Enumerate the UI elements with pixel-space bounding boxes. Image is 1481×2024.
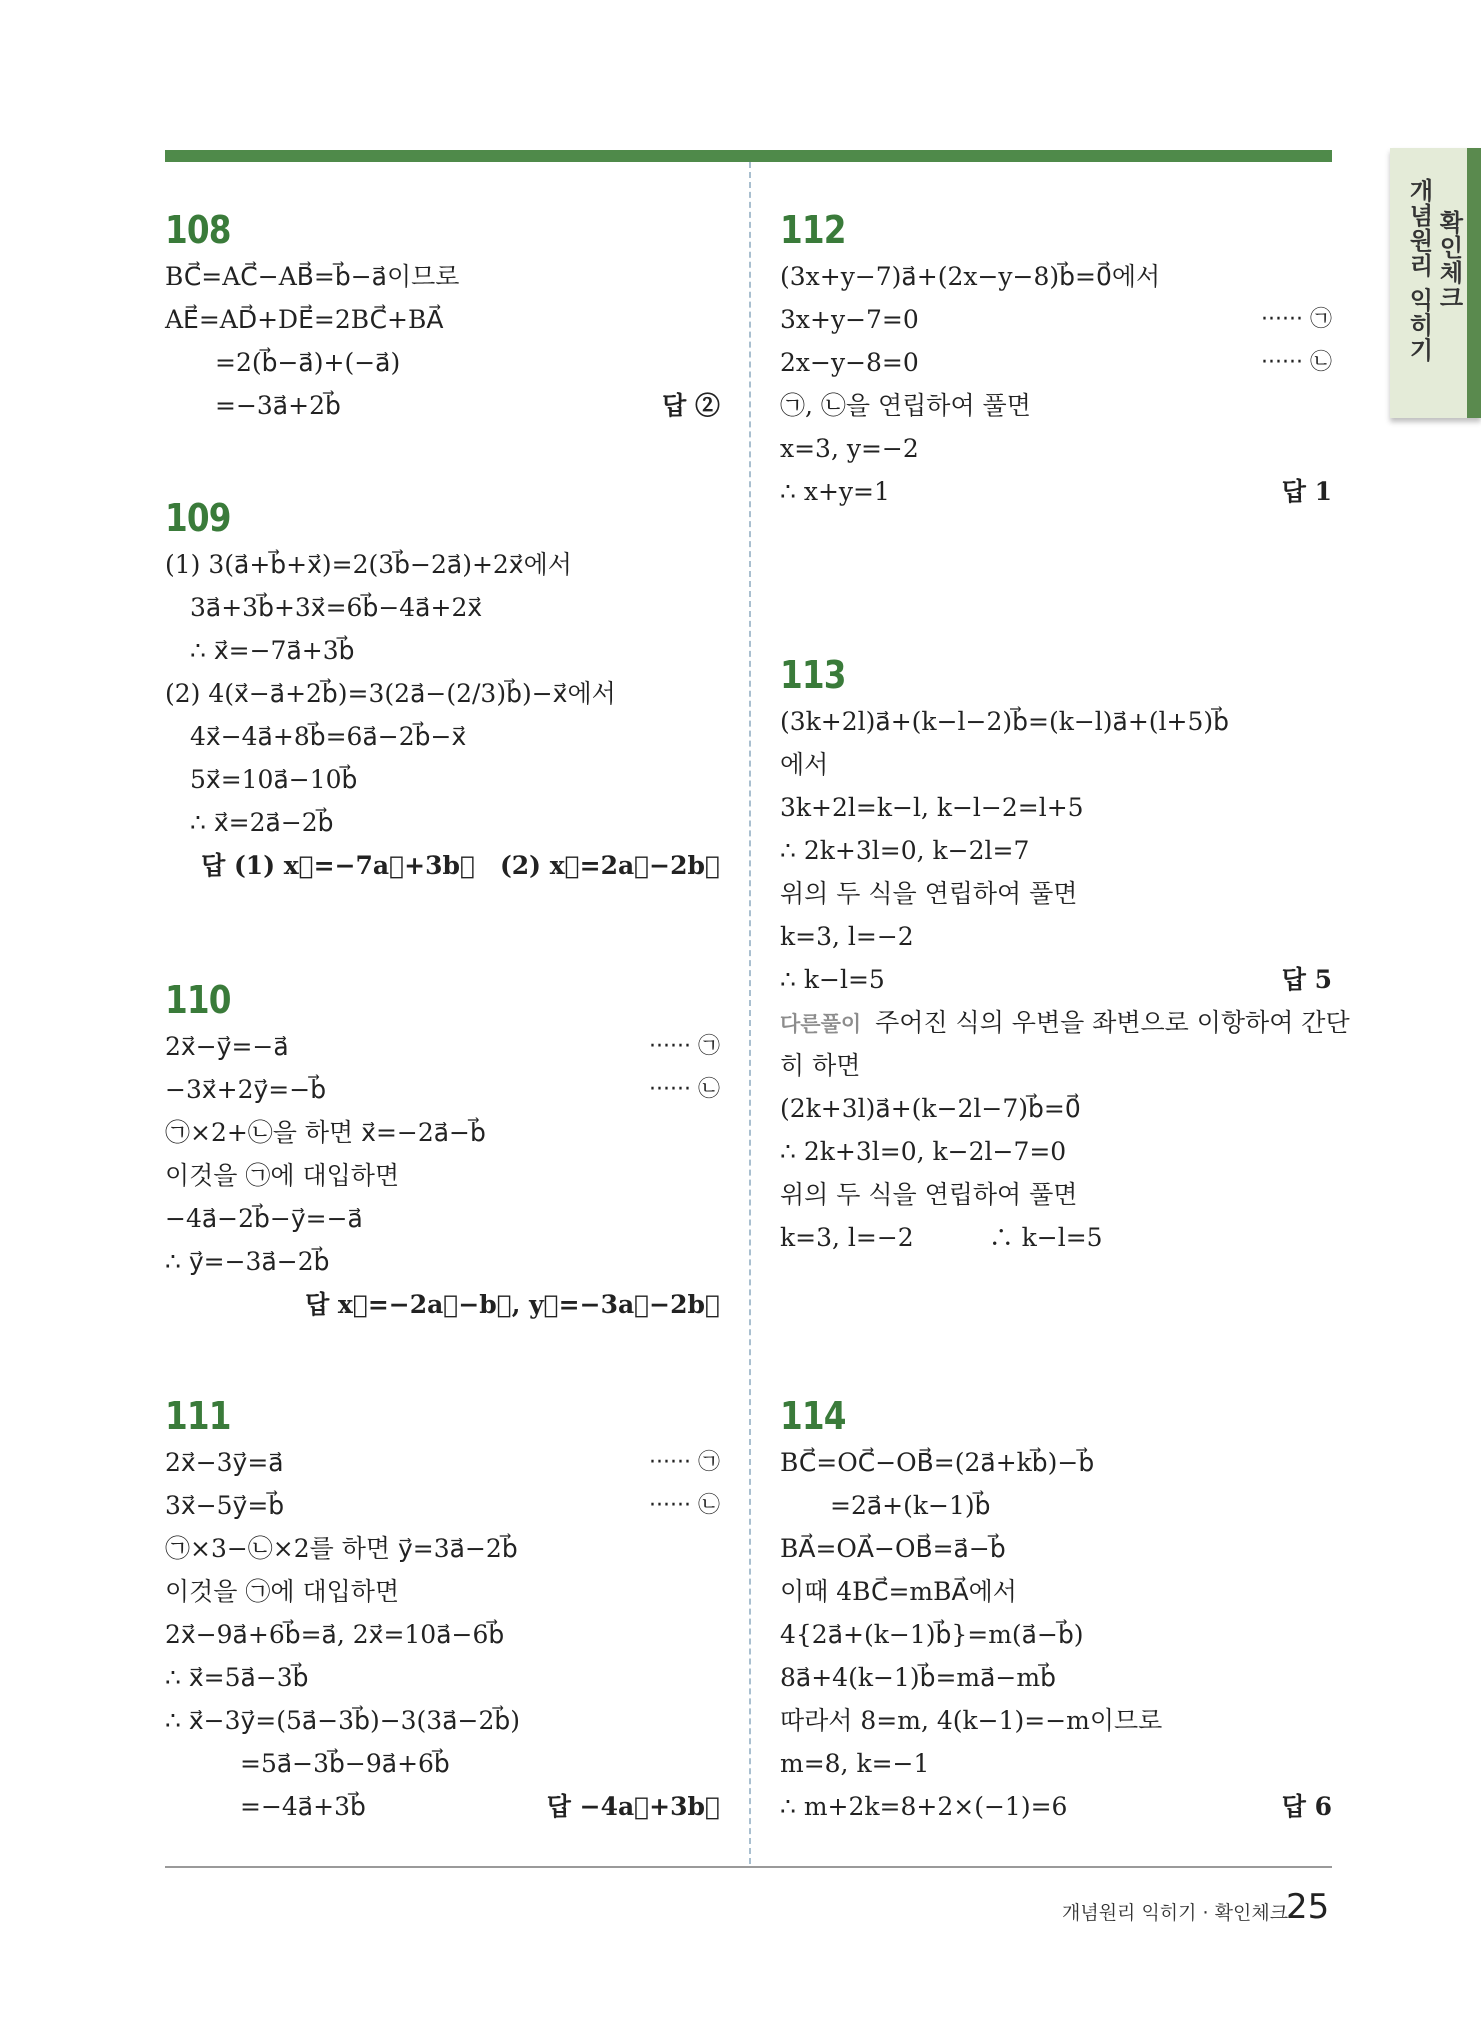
equation-marker: ······ ㉡	[649, 1077, 720, 1102]
solution-line: BC⃗=OC⃗−OB⃗=(2a⃗+kb⃗)−b⃗	[780, 1448, 1095, 1477]
answer: 답 −4a⃗+3b⃗	[546, 1792, 720, 1821]
solution-line: 따라서 8=m, 4(k−1)=−m이므로	[780, 1706, 1163, 1735]
solution-line: m=8, k=−1	[780, 1749, 930, 1778]
solution-line: ∴ x⃗−3y⃗=(5a⃗−3b⃗)−3(3a⃗−2b⃗)	[165, 1706, 521, 1735]
solution-line: 이것을 ㉠에 대입하면	[165, 1161, 400, 1190]
problem-108	[165, 205, 720, 427]
solution-line: ∴ y⃗=−3a⃗−2b⃗	[165, 1247, 330, 1276]
answer: 답 x⃗=−2a⃗−b⃗, y⃗=−3a⃗−2b⃗	[305, 1290, 720, 1319]
solution-line: ∴ x⃗=5a⃗−3b⃗	[165, 1663, 309, 1692]
solution-line: 4{2a⃗+(k−1)b⃗}=m(a⃗−b⃗)	[780, 1620, 1084, 1649]
solution-line: k=3, l=−2 ∴ k−l=5	[780, 1223, 1103, 1252]
equation-marker: ······ ㉠	[1261, 307, 1332, 332]
solution-line: 2x⃗−3y⃗=a⃗ ······ ㉠	[165, 1441, 720, 1484]
solution-line: ∴ x⃗=2a⃗−2b⃗	[165, 808, 334, 837]
problem-number: 110	[165, 978, 231, 1022]
solution-line: 이것을 ㉠에 대입하면	[165, 1577, 400, 1606]
solution-line: AE⃗=AD⃗+DE⃗=2BC⃗+BA⃗	[165, 305, 444, 334]
solution-line: ∴ m+2k=8+2×(−1)=6 답 6	[780, 1785, 1332, 1828]
equation-marker: ······ ㉠	[649, 1450, 720, 1475]
solution-line: 3a⃗+3b⃗+3x⃗=6b⃗−4a⃗+2x⃗	[165, 593, 483, 622]
problem-number: 108	[165, 208, 231, 252]
equation-marker: ······ ㉡	[1261, 350, 1332, 375]
page-number: 25	[1286, 1887, 1330, 1927]
solution-line: −3x⃗+2y⃗=−b⃗ ······ ㉡	[165, 1068, 720, 1111]
solution-line: (3k+2l)a⃗+(k−l−2)b⃗=(k−l)a⃗+(l+5)b⃗	[780, 707, 1230, 736]
solution-line: x=3, y=−2	[780, 434, 919, 463]
solution-line: ㉠×3−㉡×2를 하면 y⃗=3a⃗−2b⃗	[165, 1534, 518, 1563]
problem-number: 113	[780, 653, 846, 697]
solution-line: 2x⃗−y⃗=−a⃗ ······ ㉠	[165, 1025, 720, 1068]
solution-line: =−4a⃗+3b⃗ 답 −4a⃗+3b⃗	[165, 1785, 720, 1828]
solution-line: 3x+y−7=0 ······ ㉠	[780, 298, 1332, 341]
answer: 답 ②	[662, 391, 720, 420]
section-tab-title: 개념원리 익히기	[1405, 178, 1433, 363]
solution-line: BC⃗=AC⃗−AB⃗=b⃗−a⃗이므로	[165, 262, 460, 291]
equation-marker: ······ ㉠	[649, 1034, 720, 1059]
answer: 답 6	[1281, 1792, 1332, 1821]
footer-rule	[165, 1866, 1332, 1868]
solution-line: 위의 두 식을 연립하여 풀면	[780, 1180, 1078, 1209]
answer: 답 1	[1281, 477, 1332, 506]
problem-112	[780, 205, 1332, 513]
solution-line: ∴ x⃗=−7a⃗+3b⃗	[165, 636, 355, 665]
solution-line: ∴ k−l=5 답 5	[780, 958, 1332, 1001]
header-bar	[165, 150, 1332, 162]
solution-line: (2) 4(x⃗−a⃗+2b⃗)=3(2a⃗−(2/3)b⃗)−x⃗에서	[165, 679, 616, 708]
solution-line: k=3, l=−2	[780, 922, 914, 951]
problem-111	[165, 1391, 720, 1828]
solution-line: 위의 두 식을 연립하여 풀면	[780, 879, 1078, 908]
solution-line: (2k+3l)a⃗+(k−2l−7)b⃗=0⃗	[780, 1094, 1081, 1123]
answer: 답 (1) x⃗=−7a⃗+3b⃗ (2) x⃗=2a⃗−2b⃗	[201, 851, 720, 880]
problem-113	[780, 650, 1350, 1259]
solution-line: (3x+y−7)a⃗+(2x−y−8)b⃗=0⃗에서	[780, 262, 1161, 291]
problem-number: 109	[165, 496, 231, 540]
answer-line	[165, 1283, 720, 1326]
section-tab-subtitle: 확인체크	[1435, 210, 1463, 310]
problem-114	[780, 1391, 1332, 1828]
solution-line: BA⃗=OA⃗−OB⃗=a⃗−b⃗	[780, 1534, 1006, 1563]
solution-line: 이때 4BC⃗=mBA⃗에서	[780, 1577, 1017, 1606]
problem-number: 112	[780, 208, 846, 252]
solution-line: −4a⃗−2b⃗−y⃗=−a⃗	[165, 1204, 363, 1233]
solution-line: ㉠×2+㉡을 하면 x⃗=−2a⃗−b⃗	[165, 1118, 486, 1147]
column-divider	[749, 162, 751, 1864]
solution-line: 에서	[780, 750, 829, 779]
solution-line: 3x⃗−5y⃗=b⃗ ······ ㉡	[165, 1484, 720, 1527]
section-tab	[1390, 148, 1481, 418]
solution-line: ∴ x+y=1 답 1	[780, 470, 1332, 513]
solution-line: 히 하면	[780, 1051, 861, 1080]
solution-line: ∴ 2k+3l=0, k−2l=7	[780, 836, 1030, 865]
solution-line: ∴ 2k+3l=0, k−2l−7=0	[780, 1137, 1067, 1166]
solution-line: 2x⃗−9a⃗+6b⃗=a⃗, 2x⃗=10a⃗−6b⃗	[165, 1620, 505, 1649]
solution-line: 3k+2l=k−l, k−l−2=l+5	[780, 793, 1084, 822]
solution-line: 8a⃗+4(k−1)b⃗=ma⃗−mb⃗	[780, 1663, 1056, 1692]
equation-marker: ······ ㉡	[649, 1493, 720, 1518]
solution-line: 2x−y−8=0 ······ ㉡	[780, 341, 1332, 384]
solution-line: =5a⃗−3b⃗−9a⃗+6b⃗	[165, 1749, 450, 1778]
problem-109	[165, 493, 720, 887]
solution-line: =2(b⃗−a⃗)+(−a⃗)	[165, 348, 401, 377]
answer-line	[165, 844, 720, 887]
problem-number: 114	[780, 1394, 846, 1438]
solution-line: 5x⃗=10a⃗−10b⃗	[165, 765, 358, 794]
answer: 답 5	[1281, 965, 1332, 994]
solution-line: (1) 3(a⃗+b⃗+x⃗)=2(3b⃗−2a⃗)+2x⃗에서	[165, 550, 572, 579]
problem-110	[165, 975, 720, 1326]
solution-line: =2a⃗+(k−1)b⃗	[780, 1491, 991, 1520]
footer-section-title: 개념원리 익히기 · 확인체크	[1062, 1902, 1289, 1924]
alt-solution-label: 다른풀이	[780, 1012, 862, 1036]
solution-line: ㉠, ㉡을 연립하여 풀면	[780, 391, 1031, 420]
solution-line: 4x⃗−4a⃗+8b⃗=6a⃗−2b⃗−x⃗	[165, 722, 467, 751]
solution-line: =−3a⃗+2b⃗ 답 ②	[165, 384, 720, 427]
problem-number: 111	[165, 1394, 231, 1438]
alternative-solution: 다른풀이 주어진 식의 우변을 좌변으로 이항하여 간단	[780, 1008, 1350, 1037]
